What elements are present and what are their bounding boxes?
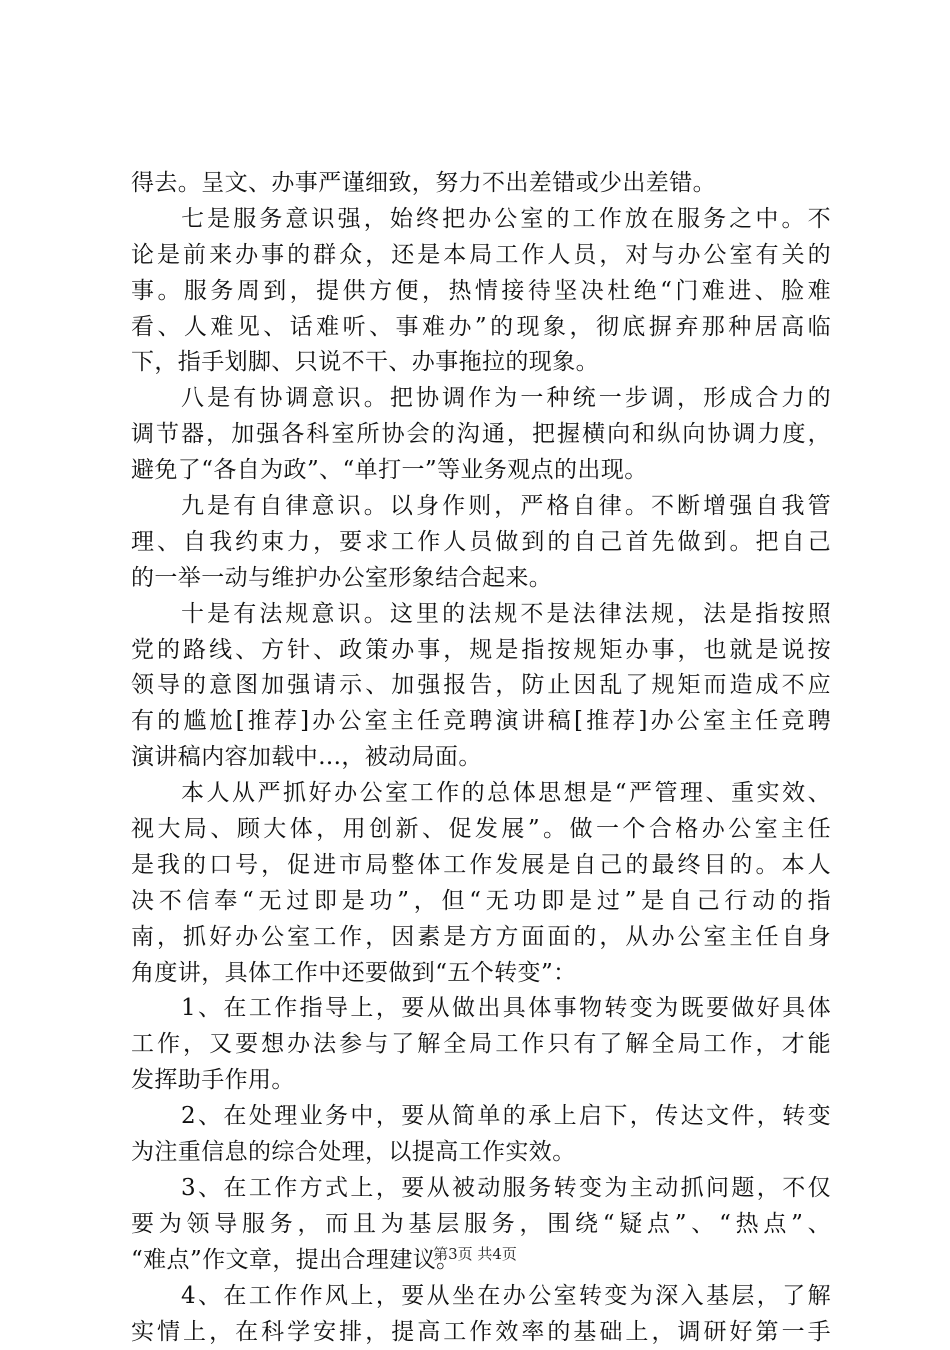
text-line: 理、自我约束力，要求工作人员做到的自己首先做到。把自己 bbox=[131, 525, 831, 561]
text-line: 有的尴尬[推荐]办公室主任竞聘演讲稿[推荐]办公室主任竞聘 bbox=[131, 704, 831, 740]
text-line: 演讲稿内容加载中...，被动局面。 bbox=[131, 740, 831, 776]
list-item-first-line: 1、在工作指导上，要从做出具体事物转变为既要做好具体 bbox=[131, 991, 831, 1027]
text-line: 南，抓好办公室工作，因素是方方面面的，从办公室主任自身 bbox=[131, 920, 831, 956]
text-line: 调节器，加强各科室所协会的沟通，把握横向和纵向协调力度， bbox=[131, 417, 831, 453]
list-item-first-line: 2、在处理业务中，要从简单的承上启下，传达文件，转变 bbox=[131, 1099, 831, 1135]
text-line: 领导的意图加强请示、加强报告，防止因乱了规矩而造成不应 bbox=[131, 668, 831, 704]
paragraph-first-line: 八是有协调意识。把协调作为一种统一步调，形成合力的 bbox=[131, 381, 831, 417]
text-line: 决不信奉“无过即是功”，但“无功即是过”是自己行动的指 bbox=[131, 884, 831, 920]
text-line: 工作，又要想办法参与了解全局工作只有了解全局工作，才能 bbox=[131, 1027, 831, 1063]
text-line: 视大局、顾大体，用创新、促发展”。做一个合格办公室主任 bbox=[131, 812, 831, 848]
text-line: 要为领导服务，而且为基层服务，围绕“疑点”、“热点”、 bbox=[131, 1207, 831, 1243]
paragraph-first-line: 十是有法规意识。这里的法规不是法律法规，法是指按照 bbox=[131, 597, 831, 633]
text-line: 论是前来办事的群众，还是本局工作人员，对与办公室有关的 bbox=[131, 238, 831, 274]
paragraph-first-line: 九是有自律意识。以身作则，严格自律。不断增强自我管 bbox=[131, 489, 831, 525]
text-line: 得去。呈文、办事严谨细致，努力不出差错或少出差错。 bbox=[131, 166, 831, 202]
list-item-first-line: 3、在工作方式上，要从被动服务转变为主动抓问题，不仅 bbox=[131, 1171, 831, 1207]
text-line: 角度讲，具体工作中还要做到“五个转变”： bbox=[131, 956, 831, 992]
text-line: 是我的口号，促进市局整体工作发展是自己的最终目的。本人 bbox=[131, 848, 831, 884]
text-line: 实情上，在科学安排，提高工作效率的基础上，调研好第一手 bbox=[131, 1315, 831, 1350]
list-item-first-line: 4、在工作作风上，要从坐在办公室转变为深入基层，了解 bbox=[131, 1279, 831, 1315]
text-line: 事。服务周到，提供方便，热情接待坚决杜绝“门难进、脸难 bbox=[131, 274, 831, 310]
paragraph-first-line: 七是服务意识强，始终把办公室的工作放在服务之中。不 bbox=[131, 202, 831, 238]
text-line: 避免了“各自为政”、“单打一”等业务观点的出现。 bbox=[131, 453, 831, 489]
text-line: “难点”作文章，提出合理建议。 bbox=[131, 1243, 831, 1279]
text-line: 看、人难见、话难听、事难办”的现象，彻底摒弃那种居高临 bbox=[131, 310, 831, 346]
text-line: 下，指手划脚、只说不干、办事拖拉的现象。 bbox=[131, 345, 831, 381]
document-body bbox=[131, 166, 831, 1350]
text-line: 的一举一动与维护办公室形象结合起来。 bbox=[131, 561, 831, 597]
text-line: 发挥助手作用。 bbox=[131, 1063, 831, 1099]
text-line: 为注重信息的综合处理，以提高工作实效。 bbox=[131, 1135, 831, 1171]
paragraph-first-line: 本人从严抓好办公室工作的总体思想是“严管理、重实效、 bbox=[131, 776, 831, 812]
text-line: 党的路线、方针、政策办事，规是指按规矩办事，也就是说按 bbox=[131, 633, 831, 669]
page-footer: 第3页 共4页 bbox=[0, 1243, 950, 1264]
